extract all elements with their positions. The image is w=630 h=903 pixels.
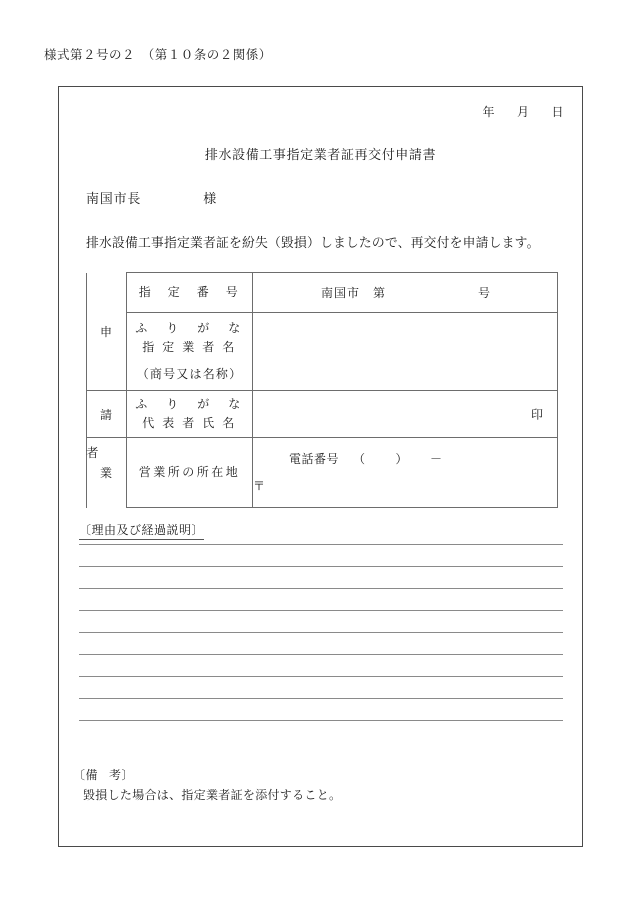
table-row-office-address	[87, 438, 558, 508]
reason-writing-line[interactable]	[79, 566, 563, 567]
label-furigana-representative: ふ り が な	[135, 397, 244, 412]
telephone-label: 電話番号	[289, 451, 340, 466]
telephone-paren-close: ）	[395, 451, 409, 466]
addressee-line	[86, 188, 217, 207]
remarks-section	[73, 766, 341, 806]
label-furigana-contractor: ふ り が な	[135, 321, 244, 336]
document-title: 排水設備工事指定業者証再交付申請書	[204, 147, 437, 162]
side-label-sha: 者	[86, 446, 99, 460]
date-year-label: 年	[482, 105, 495, 119]
label-contractor-name	[127, 313, 253, 391]
remarks-title	[73, 766, 341, 786]
reason-writing-line[interactable]	[79, 720, 563, 721]
applicant-information-table	[86, 272, 558, 508]
reason-section-heading: 〔理由及び経過説明〕	[79, 521, 204, 540]
reason-writing-line[interactable]	[79, 698, 563, 699]
addressee-honorific: 様	[203, 191, 218, 206]
date-line	[482, 103, 564, 120]
reason-writing-line[interactable]	[79, 654, 563, 655]
field-representative-name[interactable]	[253, 391, 558, 438]
label-trade-name-note: （商号又は名称）	[136, 367, 243, 382]
side-label-shin: 申	[87, 273, 127, 391]
label-representative-name	[127, 391, 253, 438]
designation-number-suffix: 号	[478, 286, 492, 300]
designation-number-prefix: 南国市 第	[321, 286, 387, 300]
reason-writing-line[interactable]	[79, 588, 563, 589]
application-sheet	[58, 86, 583, 847]
application-statement: 排水設備工事指定業者証を紛失（毀損）しましたので、再交付を申請します。	[86, 236, 540, 250]
date-day-label: 日	[551, 105, 564, 119]
label-designation-number: 指 定 番 号	[127, 273, 253, 313]
field-designation-number[interactable]	[253, 273, 558, 313]
form-code: 様式第２号の２ （第１０条の２関係）	[44, 48, 272, 62]
reason-writing-line[interactable]	[79, 544, 563, 545]
side-label-gyo: 業	[87, 438, 127, 508]
telephone-dash: －	[430, 451, 443, 466]
remarks-title-right: 考〕	[109, 768, 135, 782]
remarks-body: 毀損した場合は、指定業者証を添付すること。	[83, 787, 342, 802]
telephone-line	[289, 450, 443, 467]
field-office-address[interactable]	[253, 438, 558, 508]
telephone-paren-open: （	[353, 451, 366, 466]
seal-mark-icon: 印	[530, 407, 543, 422]
table-row-contractor-name	[87, 313, 558, 391]
label-representative-name-text: 代 表 者 氏 名	[142, 416, 237, 430]
table-row-representative-name	[87, 391, 558, 438]
remarks-title-left: 〔備	[73, 768, 99, 782]
side-label-sei: 請	[87, 391, 127, 438]
label-office-address: 営業所の所在地	[127, 438, 253, 508]
label-contractor-name-text: 指 定 業 者 名	[142, 339, 237, 354]
reason-writing-line[interactable]	[79, 632, 563, 633]
reason-writing-line[interactable]	[79, 610, 563, 611]
addressee-recipient: 南国市長	[86, 191, 142, 206]
reason-writing-line[interactable]	[79, 676, 563, 677]
table-row-designation-number	[87, 273, 558, 313]
reason-writing-lines[interactable]	[79, 544, 563, 742]
date-month-label: 月	[516, 105, 530, 119]
postal-code-icon: 〒	[253, 478, 266, 493]
field-contractor-name[interactable]	[253, 313, 558, 391]
